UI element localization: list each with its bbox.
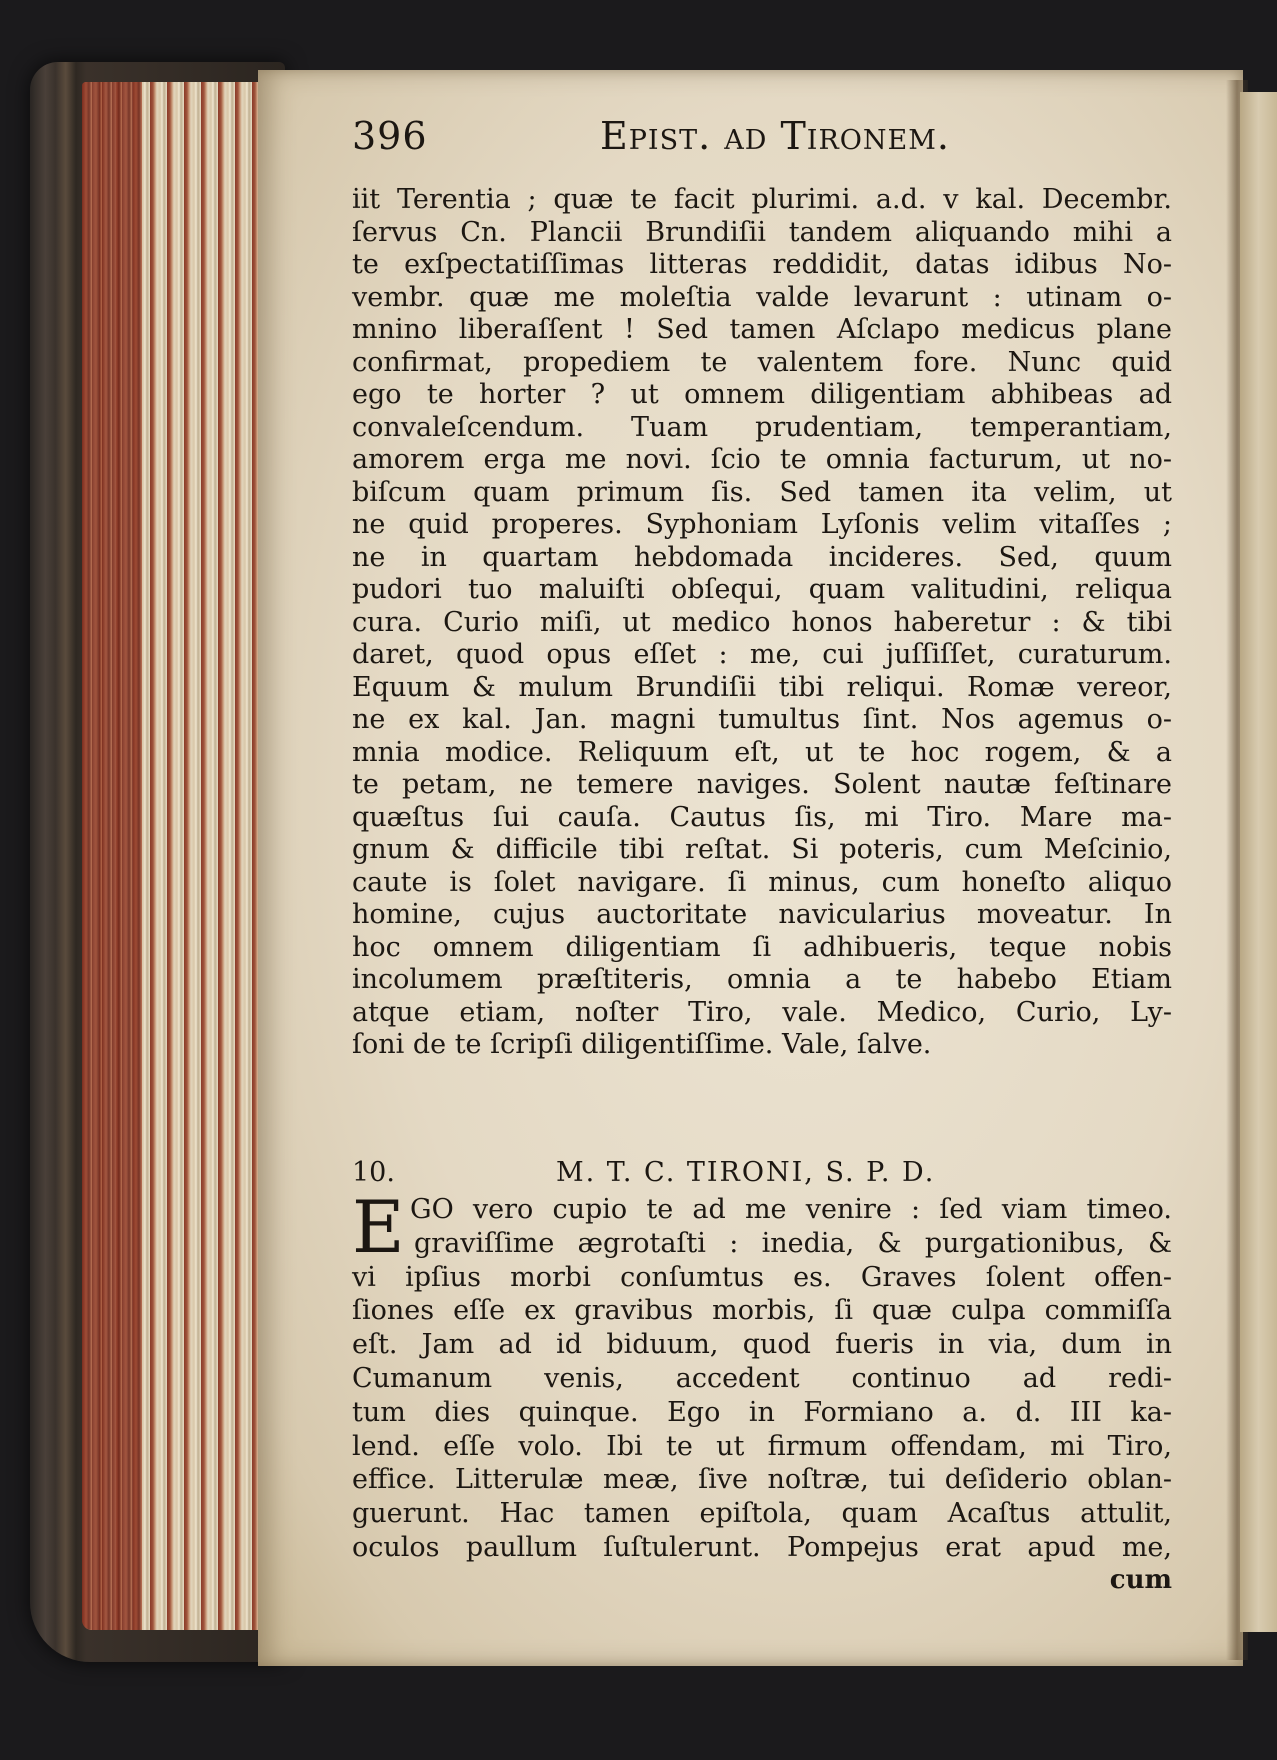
text-line: lend. eſſe volo. Ibi te ut firmum offendam, mi Tiro, xyxy=(352,1430,1172,1462)
text-line: eſt. Jam ad id biduum, quod fueris in via, dum in xyxy=(352,1329,1172,1361)
page-number: 396 xyxy=(352,114,428,158)
text-line: vi ipſius morbi conſumtus es. Graves ſolent offen- xyxy=(352,1261,1172,1293)
letter-number: 10. xyxy=(352,1157,395,1188)
red-page-edges xyxy=(82,82,142,1630)
text-line: tum dies quinque. Ego in Formiano a. d. III ka- xyxy=(352,1396,1172,1428)
text-line: effice. Litterulæ meæ, ſive noſtræ, tui deſiderio oblan- xyxy=(352,1464,1172,1496)
text-line: ſiones eſſe ex gravibus morbis, ſi quæ culpa commiſſa xyxy=(352,1295,1172,1327)
text-line: hoc omnem diligentiam ſi adhibueris, teque nobis xyxy=(352,931,1172,963)
text-line: amorem erga me novi. ſcio te omnia facturum, ut no- xyxy=(352,444,1172,475)
text-line: mnino liberaſſent ! Sed tamen Aſclapo medicus plane xyxy=(352,314,1172,345)
text-line: guerunt. Hac tamen epiſtola, quam Acaſtus attulit, xyxy=(352,1498,1172,1530)
text-line: ſervus Cn. Plancii Brundiſii tandem aliquando mihi a xyxy=(352,216,1172,248)
text-line: pudori tuo maluiſti obſequi, quam valitudini, reliqua xyxy=(352,574,1172,605)
catchword: cum xyxy=(1109,1565,1172,1595)
text-line: mnia modice. Reliquum eſt, ut te hoc rogem, & a xyxy=(352,736,1172,768)
text-line: biſcum quam primum ſis. Sed tamen ita velim, ut xyxy=(352,476,1172,508)
text-line: cura. Curio miſi, ut medico honos haberetur : & tibi xyxy=(352,606,1172,638)
letter-heading xyxy=(352,1155,1172,1191)
running-head xyxy=(352,114,1182,166)
text-line: graviſſime ægrotaſti : inedia, & purgationibus, & xyxy=(414,1227,1172,1259)
text-line: caute is ſolet navigare. ſi minus, cum honeſto aliquo xyxy=(352,866,1172,898)
facing-page-edge xyxy=(1240,92,1277,1632)
text-line: Equum & mulum Brundiſii tibi reliqui. Romæ vereor, xyxy=(352,671,1172,703)
text-line: confirmat, propediem te valentem fore. Nunc quid xyxy=(352,346,1172,378)
text-line: ne in quartam hebdomada incideres. Sed, quum xyxy=(352,541,1172,573)
text-line: ne quid properes. Syphoniam Lyſonis velim vitaſſes ; xyxy=(352,509,1172,540)
text-line: iit Terentia ; quæ te facit plurimi. a.d. v kal. Decembr. xyxy=(352,184,1172,215)
text-line: ne ex kal. Jan. magni tumultus ſint. Nos agemus o- xyxy=(352,704,1172,735)
text-line: te exſpectatiſſimas litteras reddidit, datas idibus No- xyxy=(352,249,1172,280)
text-line: Cumanum venis, accedent continuo ad redi- xyxy=(352,1363,1172,1394)
text-line: GO vero cupio te ad me venire : ſed viam timeo. xyxy=(410,1194,1172,1225)
text-line: daret, quod opus eſſet : me, cui juſſiſſet, curaturum. xyxy=(352,639,1172,670)
letter-salutation: M. T. C. TIRONI, S. P. D. xyxy=(556,1157,936,1188)
text-line: incolumem præſtiteris, omnia a te habebo Etiam xyxy=(352,964,1172,995)
drop-cap: E xyxy=(352,1185,405,1269)
text-line: homine, cujus auctoritate navicularius moveatur. In xyxy=(352,899,1172,930)
text-line: quæſtus ſui cauſa. Cautus ſis, mi Tiro. Mare ma- xyxy=(352,801,1172,833)
text-line: ego te horter ? ut omnem diligentiam abhibeas ad xyxy=(352,379,1172,410)
running-title: Epist. ad Tironem. xyxy=(600,114,950,158)
text-line: ſoni de te ſcripſi diligentiſſime. Vale, ſalve. xyxy=(352,1029,932,1060)
text-line: te petam, ne temere naviges. Solent nautæ feſtinare xyxy=(352,769,1172,800)
text-line: atque etiam, noſter Tiro, vale. Medico, Curio, Ly- xyxy=(352,996,1172,1028)
text-line: gnum & difficile tibi reſtat. Si poteris, cum Meſcinio, xyxy=(352,834,1172,865)
text-line: oculos paullum ſuſtulerunt. Pompejus erat apud me, xyxy=(352,1532,1172,1563)
text-line: convaleſcendum. Tuam prudentiam, temperantiam, xyxy=(352,411,1172,443)
text-line: vembr. quæ me moleſtia valde levarunt : utinam o- xyxy=(352,281,1172,313)
